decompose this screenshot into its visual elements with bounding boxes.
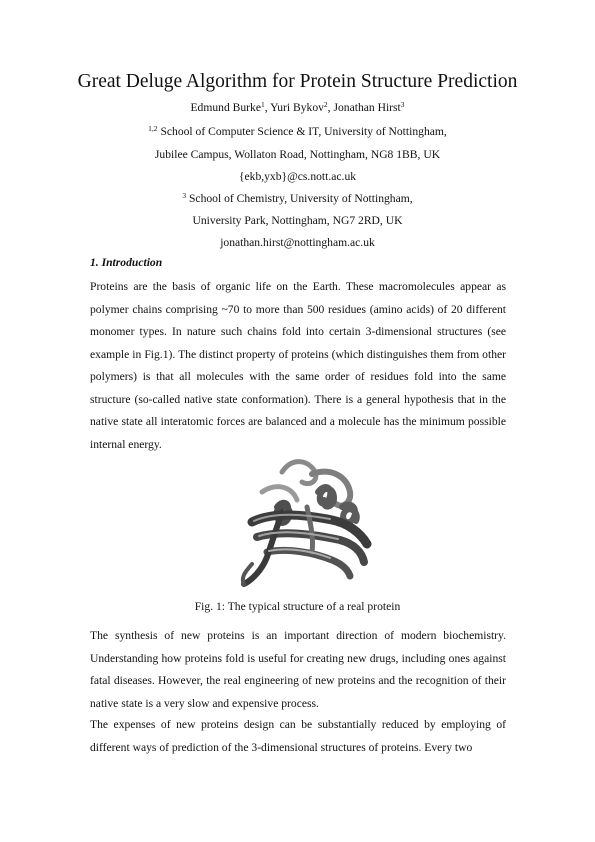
- paper-title: Great Deluge Algorithm for Protein Structure Prediction: [77, 71, 518, 92]
- section-heading: 1. Introduction: [90, 256, 163, 269]
- intro-paragraph-3: The expenses of new proteins design can be substantially reduced by employing of different ways of prediction of the 3-dimensional structures of proteins. Every two: [90, 718, 506, 754]
- author-burke-superscript: 1: [261, 100, 265, 109]
- author-hirst: Jonathan Hirst: [333, 101, 401, 114]
- affiliation-2-superscript: 3: [182, 191, 187, 200]
- affiliation-2-line-1: [0, 192, 595, 206]
- intro-paragraph-1: Proteins are the basis of organic life on the Earth. These macromolecules appear as polymer chains comprising ~70 to more than 500 residues (amino acids) of 20 different monomer types. In nature such chains fold into certain 3-dimensional structures (see example in Fig.1). The distinct property of proteins (which distinguishes them from other polymers) is that all molecules with the same order of residues fold into the same structure (so-called native state conformation). There is a general hypothesis that in the native state all interatomic forces are balanced and a molecule has the minimum possible internal energy.: [90, 280, 506, 451]
- author-separator: ,: [327, 101, 334, 114]
- affiliation-2-text: School of Chemistry, University of Nottingham,: [186, 192, 413, 205]
- author-burke: Edmund Burke: [190, 101, 261, 114]
- affiliation-2-email: jonathan.hirst@nottingham.ac.uk: [220, 236, 375, 249]
- affiliation-2-line-2: University Park, Nottingham, NG7 2RD, UK: [192, 214, 403, 227]
- affiliation-1-text: School of Computer Science & IT, University of Nottingham,: [157, 125, 447, 138]
- affiliation-1-line-1: [0, 125, 595, 139]
- author-hirst-superscript: 3: [400, 100, 405, 109]
- author-bykov: Yuri Bykov: [270, 101, 324, 114]
- affiliation-1-email: {ekb,yxb}@cs.nott.ac.uk: [238, 170, 357, 183]
- author-line: [0, 101, 595, 115]
- figure-caption: Fig. 1: The typical structure of a real protein: [194, 600, 401, 613]
- intro-paragraph-2: The synthesis of new proteins is an important direction of modern biochemistry. Understanding how proteins fold is useful for creating new drugs, including ones against fatal diseases. However, the real engineering of new proteins and the recognition of their native state is a very slow and expensive process.: [90, 629, 506, 710]
- affiliation-1-superscript: 1,2: [148, 124, 158, 133]
- author-separator: ,: [264, 101, 271, 114]
- protein-structure-figure: [222, 452, 380, 592]
- affiliation-1-line-2: Jubilee Campus, Wollaton Road, Nottingham, NG8 1BB, UK: [154, 148, 441, 161]
- author-bykov-superscript: 2: [323, 100, 328, 109]
